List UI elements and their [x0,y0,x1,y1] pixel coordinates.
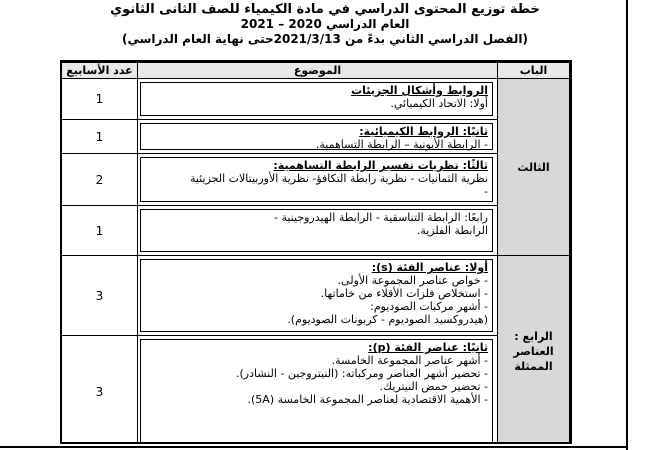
chapter-cell: الرابع : العناصر الممثلة [498,256,570,445]
topic-line: أولا: الاتحاد الكيميائي. [390,97,488,110]
table-row [62,256,570,336]
topic-box [140,157,493,202]
topic-line: - تحضير أشهر العناصر ومركباته: (النيتروجين - النشادر). [236,367,488,380]
table-row [62,206,570,256]
topic-heading: الروابط وأشكال الجزيئات [351,84,488,97]
topic-line: - الرابطة الأيونية – الرابطة التساهمية. [315,138,488,151]
chapter-cell: الثالث [498,79,570,256]
table-row [62,336,570,445]
weeks-cell: 1 [62,79,138,120]
topic-line: نظرية الثمانيات - نظرية رابطة التكافؤ- نظرية الأوربيتالات الجزيئية [189,172,488,185]
topic-line: - أشهر عناصر المجموعة الخامسة. [331,354,488,367]
topic-cell [138,79,498,120]
weeks-cell: 2 [62,154,138,206]
topic-heading: ثانيًا: الروابط الكيميائية: [359,125,488,138]
topic-line: - تحضير حمض النيتريك. [379,380,488,393]
table-row [62,154,570,206]
topic-line: - [484,185,488,198]
plan-title: خطة توزيع المحتوى الدراسي في مادة الكيمياء للصف الثانى الثانوي [110,2,540,17]
topic-line: - أشهر مركبات الصوديوم: [370,300,488,313]
page-header [0,0,650,47]
plan-table-body [62,79,570,445]
weeks-cell: 1 [62,206,138,256]
plan-table [61,62,570,444]
topic-box [140,82,493,116]
topic-line: - الأهمية الاقتصادية لعناصر المجموعة الخامسة (5A). [247,393,488,406]
topic-line: الرابطة الفلزية. [416,224,488,237]
bottom-border-bar [0,446,628,448]
topic-line: - خواص عناصر المجموعة الأولى. [337,274,488,287]
topic-cell [138,206,498,256]
weeks-cell: 1 [62,120,138,154]
weeks-cell: 3 [62,336,138,445]
topic-box [140,259,493,332]
topic-line: (هيدروكسيد الصوديوم - كربونات الصوديوم). [287,313,488,326]
topic-box [140,209,493,252]
col-header-topic: الموضوع [138,63,498,79]
plan-table-frame [60,60,572,444]
topic-box [140,123,493,150]
topic-heading: أولا: عناصر الفئة (s): [371,261,488,274]
table-header-row [62,63,570,79]
topic-cell [138,154,498,206]
academic-year: العام الدراسي 2020 – 2021 [240,17,410,31]
topic-cell [138,256,498,336]
topic-cell [138,120,498,154]
weeks-cell: 3 [62,256,138,336]
topic-heading: ثانيًا: عناصر الفئة (p): [368,341,488,354]
topic-heading: ثالثًا: نظريات تفسير الرابطة التساهمية: [273,159,488,172]
term-note: (الفصل الدراسي الثاني بدءً من 2021/3/13حتى نهاية العام الدراسي) [121,32,528,46]
right-border-bar [626,0,628,450]
topic-cell [138,336,498,445]
topic-line: - استخلاص فلزات الأقلاء من خاماتها. [320,287,488,300]
col-header-chapter: الباب [498,63,570,79]
topic-line: رابعًا: الرابطة التناسقية - الرابطة الهيدروجينية - [274,211,488,224]
table-row [62,120,570,154]
table-row [62,79,570,120]
col-header-weeks: عدد الأسابيع [62,63,138,79]
topic-box [140,339,493,444]
